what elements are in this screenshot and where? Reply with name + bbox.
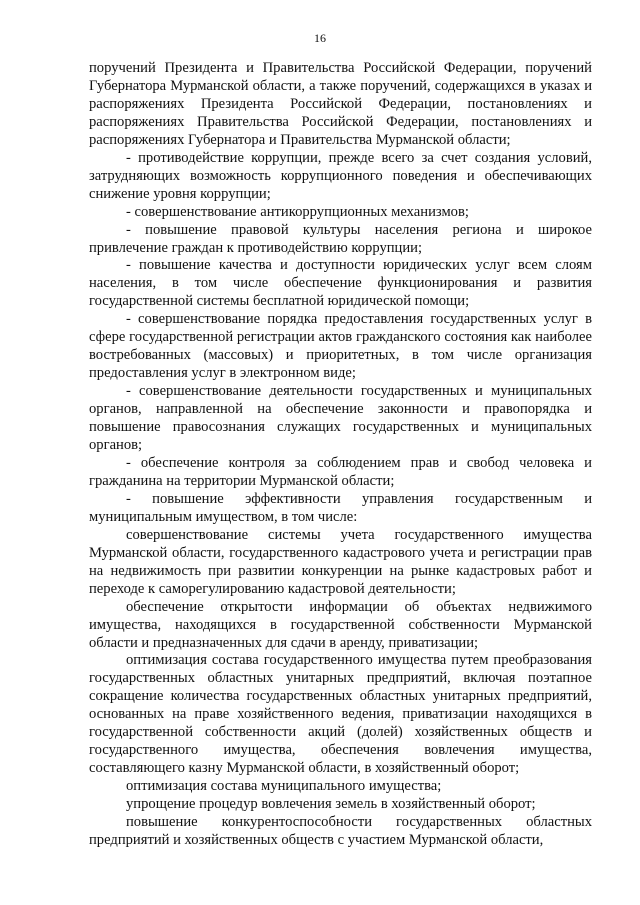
paragraph: оптимизация состава государственного имущества путем преобразования государственных областных унитарных предприятий, включая поэтапное сокращение количества государственных областных унитарных предприятий, основанных на праве хозяйственного ведения, приватизации находящихся в государственной собственности акций (долей) хозяйственных обществ и государственного имущества, обеспечения вовлечения имущества, составляющего казну Мурманской области, в хозяйственный оборот; bbox=[89, 652, 592, 777]
paragraph: обеспечение открытости информации об объектах недвижимого имущества, находящихся в государственной собственности Мурманской области и предназначенных для сдачи в аренду, приватизации; bbox=[89, 598, 592, 651]
paragraph: упрощение процедур вовлечения земель в хозяйственный оборот; bbox=[126, 796, 536, 813]
paragraph: - совершенствование антикоррупционных механизмов; bbox=[126, 203, 469, 220]
paragraph: - повышение правовой культуры населения региона и широкое привлечение граждан к противодействию коррупции; bbox=[89, 221, 592, 256]
paragraph: оптимизация состава муниципального имущества; bbox=[126, 778, 442, 795]
page-number: 16 bbox=[314, 31, 326, 45]
paragraph: - совершенствование порядка предоставления государственных услуг в сфере государственной регистрации актов гражданского состояния как наиболее востребованных (массовых) и приоритетных, в том числе организация предоставления услуг в электронном виде; bbox=[89, 311, 592, 382]
document-body bbox=[89, 60, 592, 850]
paragraph: - противодействие коррупции, прежде всего за счет создания условий, затрудняющих возможность коррупционного поведения и обеспечивающих снижение уровня коррупции; bbox=[89, 149, 592, 202]
paragraph: - совершенствование деятельности государственных и муниципальных органов, направленной на обеспечение законности и правопорядка и повышение правосознания служащих государственных и муниципальных органов; bbox=[89, 383, 592, 454]
paragraph: - повышение эффективности управления государственным и муниципальным имуществом, в том числе: bbox=[89, 490, 592, 525]
paragraph: совершенствование системы учета государственного имущества Мурманской области, государственного кадастрового учета и регистрации прав на недвижимость при развитии конкуренции на рынке кадастровых работ и переходе к саморегулированию кадастровой деятельности; bbox=[89, 526, 592, 597]
paragraph: поручений Президента и Правительства Российской Федерации, поручений Губернатора Мурманской области, а также поручений, содержащихся в указах и распоряжениях Президента Российской Федерации, постановлениях и распоряжениях Правительства Российской Федерации, постановлениях и распоряжениях Губернатора и Правительства Мурманской области; bbox=[89, 60, 592, 148]
paragraph: - повышение качества и доступности юридических услуг всем слоям населения, в том числе обеспечение функционирования и развития государственной системы бесплатной юридической помощи; bbox=[89, 257, 592, 310]
paragraph: - обеспечение контроля за соблюдением прав и свобод человека и гражданина на территории Мурманской области; bbox=[89, 454, 592, 489]
paragraph: повышение конкурентоспособности государственных областных предприятий и хозяйственных обществ с участием Мурманской области, bbox=[89, 814, 592, 848]
